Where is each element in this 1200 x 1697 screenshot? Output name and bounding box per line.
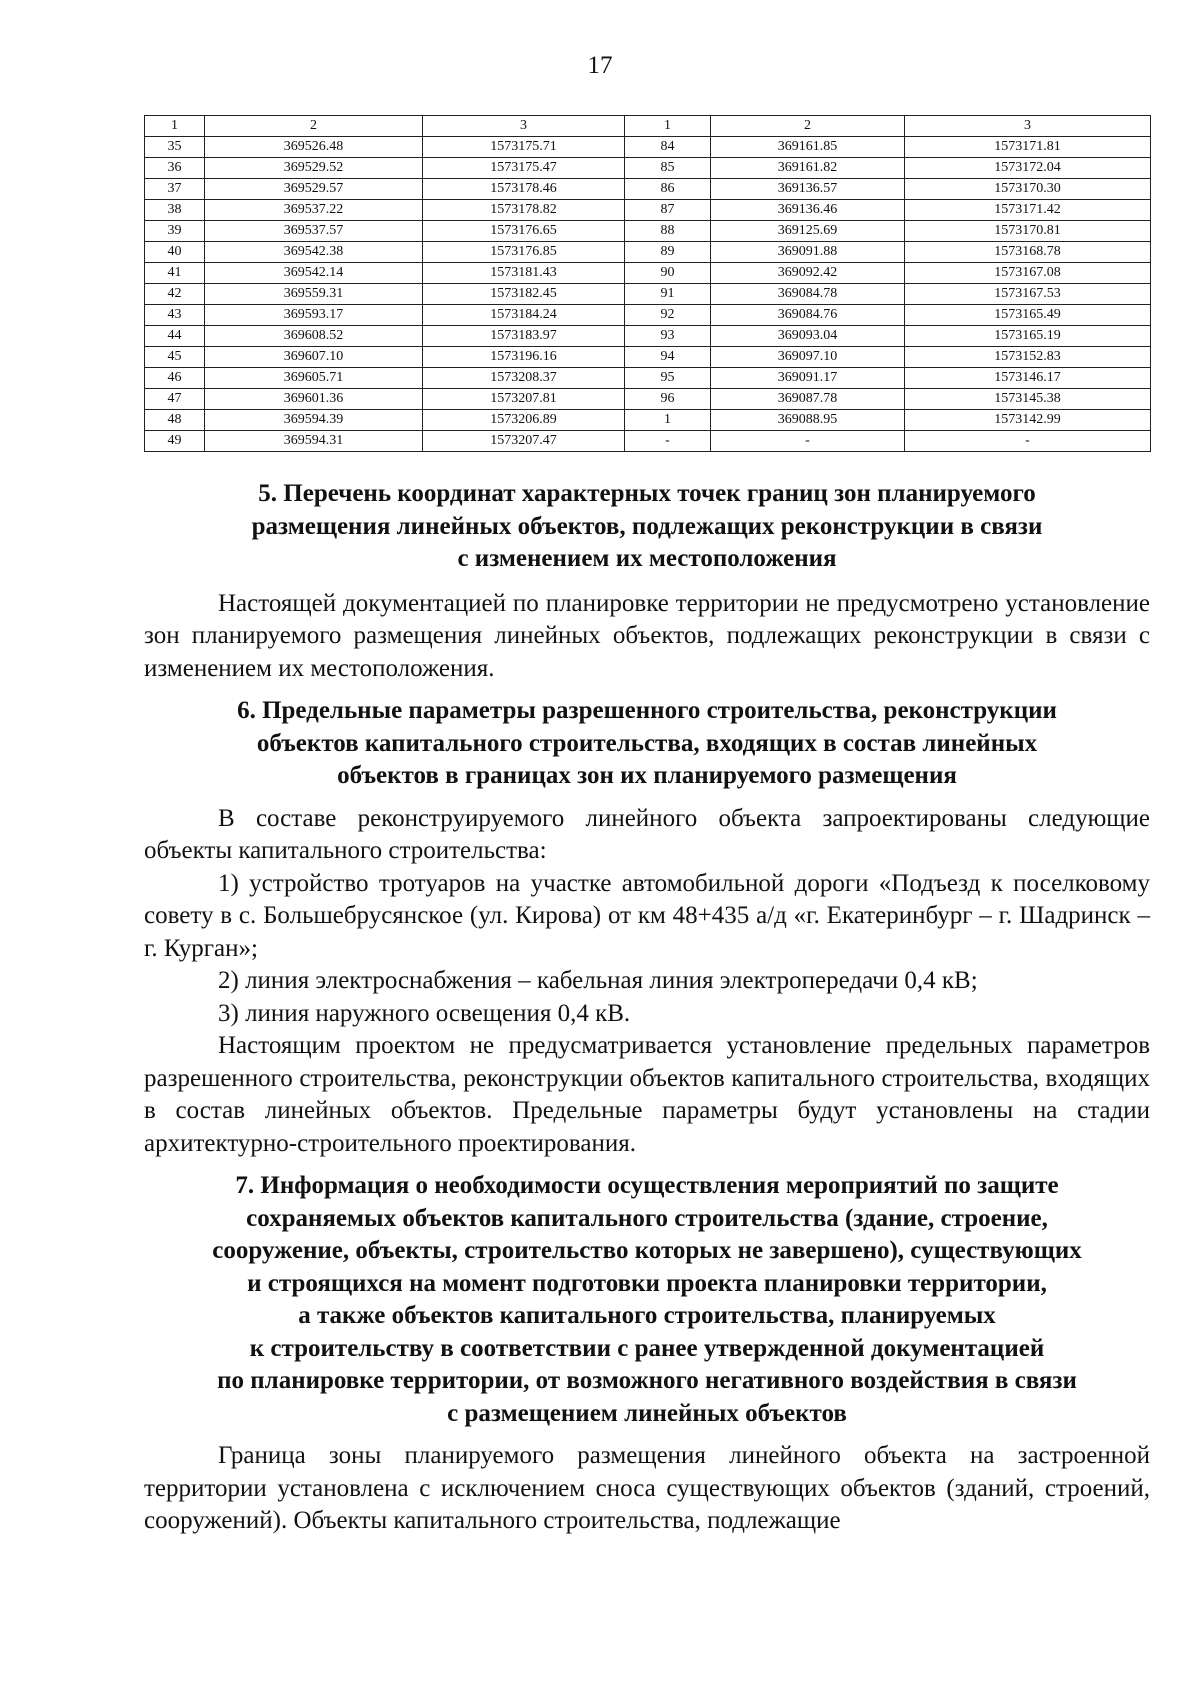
table-cell: 369088.95 [711, 410, 905, 431]
table-row [145, 410, 1151, 431]
table-cell: 1 [625, 410, 711, 431]
title-line: 6. Предельные параметры разрешенного строительства, реконструкции [237, 697, 1057, 724]
table-cell: 369136.57 [711, 179, 905, 200]
table-cell: 35 [145, 137, 205, 158]
title-line: объектов капитального строительства, входящих в состав линейных [256, 729, 1038, 757]
table-cell: 1573145.38 [905, 389, 1151, 410]
table-cell: 90 [625, 263, 711, 284]
table-cell: 1573152.83 [905, 347, 1151, 368]
table-cell: 369084.76 [711, 305, 905, 326]
coordinates-table [144, 115, 1151, 452]
table-cell: 369091.17 [711, 368, 905, 389]
table-cell: 43 [145, 305, 205, 326]
table-cell: 1573168.78 [905, 242, 1151, 263]
table-cell: 369529.52 [205, 158, 423, 179]
table-cell: 45 [145, 347, 205, 368]
paragraph: В составе реконструируемого линейного объекта запроектированы следующие объекты капитального строительства: [144, 804, 1150, 864]
table-row [145, 221, 1151, 242]
list-item: 3) линия наружного освещения 0,4 кВ. [218, 999, 631, 1027]
section-6 [144, 695, 1150, 1160]
table-cell: 1573146.17 [905, 368, 1151, 389]
table-cell: 369537.22 [205, 200, 423, 221]
table-cell: 36 [145, 158, 205, 179]
table-cell: 88 [625, 221, 711, 242]
table-cell: - [711, 431, 905, 452]
table-cell: 91 [625, 284, 711, 305]
title-line: к строительству в соответствии с ранее утвержденной документацией [249, 1334, 1045, 1362]
table-cell: 1573178.46 [423, 179, 625, 200]
section-5 [144, 478, 1150, 685]
table-cell: 1573184.24 [423, 305, 625, 326]
table-cell: 1573165.49 [905, 305, 1151, 326]
table-cell: 1573181.43 [423, 263, 625, 284]
title-line: сооружение, объекты, строительство которых не завершено), существующих [212, 1237, 1082, 1264]
table-cell: 94 [625, 347, 711, 368]
title-line: по планировке территории, от возможного негативного воздействия в связи [217, 1367, 1077, 1394]
table-cell: 40 [145, 242, 205, 263]
table-cell: - [905, 431, 1151, 452]
table-cell: 1573171.42 [905, 200, 1151, 221]
table-row [145, 431, 1151, 452]
table-cell: 369601.36 [205, 389, 423, 410]
table-cell: 49 [145, 431, 205, 452]
table-cell: 369537.57 [205, 221, 423, 242]
paragraph: Настоящим проектом не предусматривается установление предельных параметров разрешенного строительства, реконструкции объектов капитального строительства, входящих в состав линейных объектов. Предельные параметры будут установлены на стадии архитектурно-строительного проектирования. [144, 1032, 1150, 1157]
table-cell: 93 [625, 326, 711, 347]
table-cell: 369542.14 [205, 263, 423, 284]
table-cell: 48 [145, 410, 205, 431]
table-cell: 369607.10 [205, 347, 423, 368]
table-cell: 1573207.81 [423, 389, 625, 410]
table-header-row [145, 116, 1151, 137]
table-row [145, 179, 1151, 200]
table-cell: 1573176.85 [423, 242, 625, 263]
title-line: объектов в границах зон их планируемого размещения [337, 762, 957, 789]
table-header-cell: 2 [711, 116, 905, 137]
list-item: 2) линия электроснабжения – кабельная линия электропередачи 0,4 кВ; [218, 967, 978, 994]
table-cell: 369542.38 [205, 242, 423, 263]
table-row [145, 368, 1151, 389]
table-cell: 369161.85 [711, 137, 905, 158]
section-6-title [144, 695, 1150, 793]
paragraph: Граница зоны планируемого размещения линейного объекта на застроенной территории установлена с исключением сноса существующих объектов (зданий, строений, сооружений). Объекты капитального строительства, подлежащие [144, 1442, 1150, 1534]
table-cell: 1573167.08 [905, 263, 1151, 284]
title-line: 5. Перечень координат характерных точек границ зон планируемого [258, 480, 1036, 507]
table-cell: 369091.88 [711, 242, 905, 263]
list-item: 1) устройство тротуаров на участке автомобильной дороги «Подъезд к поселковому совету в с. Большебрусянское (ул. Кирова) от км 48+435 а/д «г. Екатеринбург – г. Шадринск – г. Курган»; [144, 869, 1150, 962]
table-header-cell: 1 [145, 116, 205, 137]
table-cell: 41 [145, 263, 205, 284]
section-7-title [144, 1170, 1150, 1430]
table-header-cell: 3 [905, 116, 1151, 137]
table-header-cell: 3 [423, 116, 625, 137]
title-line: с изменением их местоположения [457, 545, 837, 572]
table-row [145, 263, 1151, 284]
table-cell: 1573183.97 [423, 326, 625, 347]
table-cell: 47 [145, 389, 205, 410]
table-cell: 369605.71 [205, 368, 423, 389]
table-cell: 369092.42 [711, 263, 905, 284]
table-cell: 84 [625, 137, 711, 158]
table-cell: 96 [625, 389, 711, 410]
table-header-cell: 2 [205, 116, 423, 137]
table-cell: 1573207.47 [423, 431, 625, 452]
title-line: сохраняемых объектов капитального строительства (здание, строение, [246, 1204, 1048, 1232]
table-row [145, 158, 1151, 179]
table-cell: 89 [625, 242, 711, 263]
table-cell: 369608.52 [205, 326, 423, 347]
table-row [145, 284, 1151, 305]
table-cell: 38 [145, 200, 205, 221]
table-cell: 1573175.47 [423, 158, 625, 179]
table-cell: 369559.31 [205, 284, 423, 305]
title-line: и строящихся на момент подготовки проекта планировки территории, [247, 1269, 1047, 1297]
table-cell: 44 [145, 326, 205, 347]
table-cell: 1573182.45 [423, 284, 625, 305]
table-cell: 42 [145, 284, 205, 305]
table-cell: 1573142.99 [905, 410, 1151, 431]
table-cell: 369084.78 [711, 284, 905, 305]
table-cell: 1573175.71 [423, 137, 625, 158]
paragraph: Настоящей документацией по планировке территории не предусмотрено установление зон планируемого размещения линейных объектов, подлежащих реконструкции в связи с изменением их местоположения. [144, 589, 1150, 682]
table-cell: 1573196.16 [423, 347, 625, 368]
table-row [145, 242, 1151, 263]
title-line: размещения линейных объектов, подлежащих реконструкции в связи [251, 512, 1043, 540]
table-cell: - [625, 431, 711, 452]
table-cell: 1573208.37 [423, 368, 625, 389]
table-cell: 1573170.81 [905, 221, 1151, 242]
table-cell: 1573165.19 [905, 326, 1151, 347]
table-cell: 369093.04 [711, 326, 905, 347]
table-row [145, 389, 1151, 410]
table-cell: 87 [625, 200, 711, 221]
table-cell: 1573171.81 [905, 137, 1151, 158]
table-cell: 369594.31 [205, 431, 423, 452]
table-row [145, 137, 1151, 158]
table-row [145, 347, 1151, 368]
table-cell: 369087.78 [711, 389, 905, 410]
section-7 [144, 1170, 1150, 1538]
table-row [145, 326, 1151, 347]
table-cell: 369526.48 [205, 137, 423, 158]
title-line: 7. Информация о необходимости осуществления мероприятий по защите [235, 1172, 1059, 1199]
table-cell: 369529.57 [205, 179, 423, 200]
table-cell: 369125.69 [711, 221, 905, 242]
table-cell: 46 [145, 368, 205, 389]
table-cell: 369593.17 [205, 305, 423, 326]
table-cell: 369097.10 [711, 347, 905, 368]
table-row [145, 200, 1151, 221]
table-cell: 1573206.89 [423, 410, 625, 431]
table-cell: 95 [625, 368, 711, 389]
table-header-cell: 1 [625, 116, 711, 137]
table-cell: 1573167.53 [905, 284, 1151, 305]
table-cell: 1573178.82 [423, 200, 625, 221]
document-body [144, 478, 1150, 1538]
table-cell: 85 [625, 158, 711, 179]
title-line: а также объектов капитального строительства, планируемых [298, 1302, 996, 1329]
table-cell: 37 [145, 179, 205, 200]
section-5-title [144, 478, 1150, 576]
table-cell: 39 [145, 221, 205, 242]
table-cell: 92 [625, 305, 711, 326]
page-number: 17 [587, 52, 613, 79]
table-cell: 86 [625, 179, 711, 200]
title-line: с размещением линейных объектов [447, 1399, 847, 1427]
table-cell: 1573176.65 [423, 221, 625, 242]
table-cell: 1573170.30 [905, 179, 1151, 200]
table-cell: 369161.82 [711, 158, 905, 179]
table-row [145, 305, 1151, 326]
table-cell: 1573172.04 [905, 158, 1151, 179]
table-cell: 369594.39 [205, 410, 423, 431]
table-cell: 369136.46 [711, 200, 905, 221]
